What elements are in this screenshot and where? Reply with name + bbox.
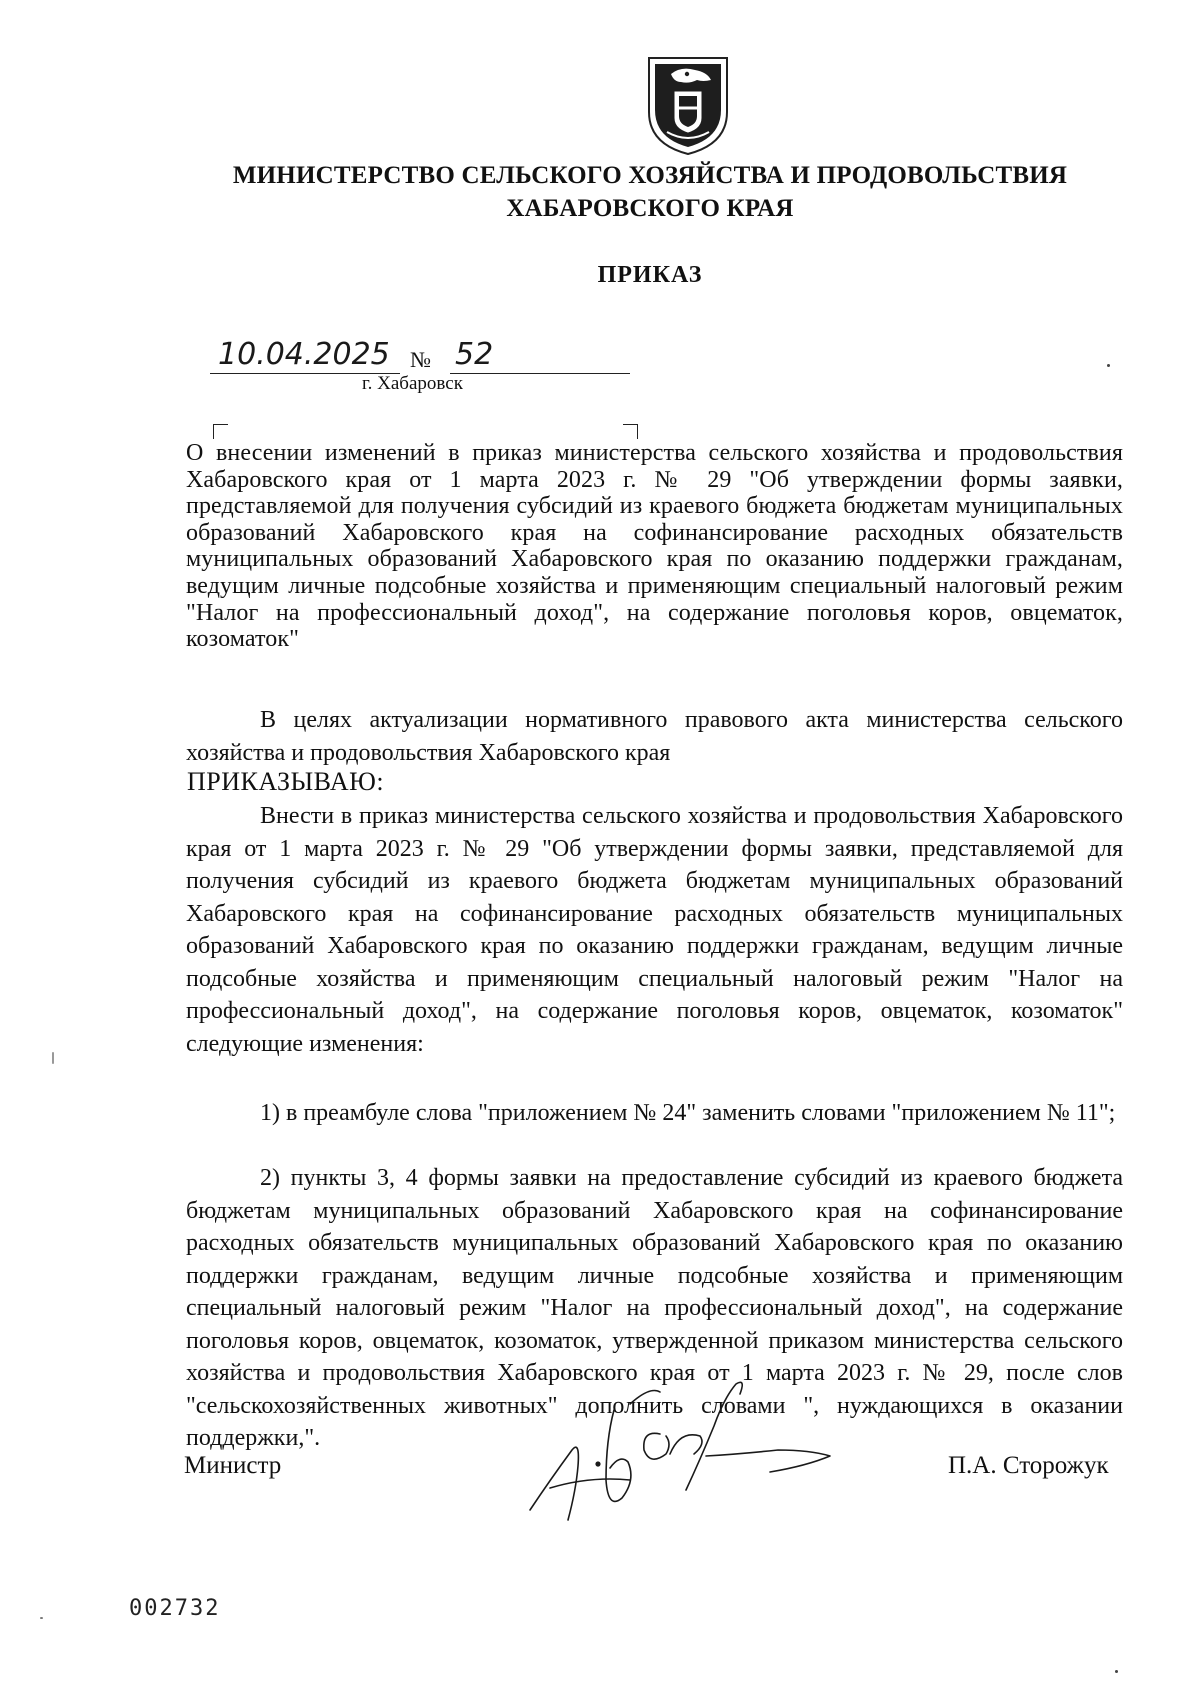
number-label: № [410, 347, 431, 372]
purpose-paragraph: В целях актуализации нормативного правового акта министерства сельского хозяйства и продовольствия Хабаровского края [186, 707, 1123, 766]
document-type-title: ПРИКАЗ [597, 262, 703, 288]
scan-speck [1115, 1670, 1118, 1673]
instruction-paragraph: Внести в приказ министерства сельского хозяйства и продовольствия Хабаровского края от 1 марта 2023 г. № 29 "Об утверждении формы заявки, представляемой для получения субсидий из краевого бюджета бюджетам муниципальных образований Хабаровского края на софинансирование расходных обязательств муниципальных образований Хабаровского края по оказанию поддержки гражданам, ведущим личные подсобные хозяйства и применяющим специальный налоговый режим "Налог на профессиональный доход", на содержание поголовья коров, овцематок, козоматок" следующие изменения: [186, 803, 1123, 1057]
scan-speck [40, 1617, 43, 1619]
signer-title: Министр [184, 1452, 282, 1479]
coat-of-arms-icon [641, 52, 735, 158]
ministry-name-line1: МИНИСТЕРСТВО СЕЛЬСКОГО ХОЗЯЙСТВА И ПРОДОВОЛЬСТВИЯ [232, 162, 1068, 189]
order-date: 10.04.2025 [218, 337, 390, 372]
scan-speck [1107, 364, 1110, 367]
ministry-name-line2: ХАБАРОВСКОГО КРАЯ [506, 195, 794, 222]
change-item-2: 2) пункты 3, 4 формы заявки на предоставление субсидий из краевого бюджета бюджетам муниципальных образований Хабаровского края на софинансирование расходных обязательств муниципальных образований Хабаровского края по оказанию поддержки гражданам, ведущим личные подсобные хозяйства и применяющим специальный налоговый режим "Налог на профессиональный доход", на содержание поголовья коров, овцематок, козоматок, утвержденной приказом министерства сельского хозяйства и продовольствия Хабаровского края от 1 марта 2023 г. № 29, после слов "сельскохозяйственных животных" дополнить словами ", нуждающихся в оказании поддержки,". [186, 1165, 1123, 1451]
scan-speck [52, 1052, 54, 1064]
handwritten-signature [510, 1370, 850, 1540]
registration-number: 002732 [129, 1596, 221, 1621]
order-keyword: ПРИКАЗЫВАЮ: [187, 767, 385, 796]
subject-bracket-left [213, 424, 228, 439]
subject-bracket-right [623, 424, 638, 439]
signer-name: П.А. Сторожук [948, 1452, 1109, 1479]
change-item-1: 1) в преамбуле слова "приложением № 24" заменить словами "приложением № 11"; [260, 1100, 1116, 1126]
order-subject: О внесении изменений в приказ министерства сельского хозяйства и продовольствия Хабаровского края от 1 марта 2023 г. № 29 "Об утверждении формы заявки, представляемой для получения субсидий из краевого бюджета бюджетам муниципальных образований Хабаровского края на софинансирование расходных обязательств муниципальных образований Хабаровского края по оказанию поддержки гражданам, ведущим личные подсобные хозяйства и применяющим специальный налоговый режим "Налог на профессиональный доход", на содержание поголовья коров, овцематок, козоматок" [186, 440, 1123, 653]
order-number: 52 [455, 337, 494, 372]
number-underline [450, 373, 630, 374]
issue-city: г. Хабаровск [362, 373, 463, 394]
